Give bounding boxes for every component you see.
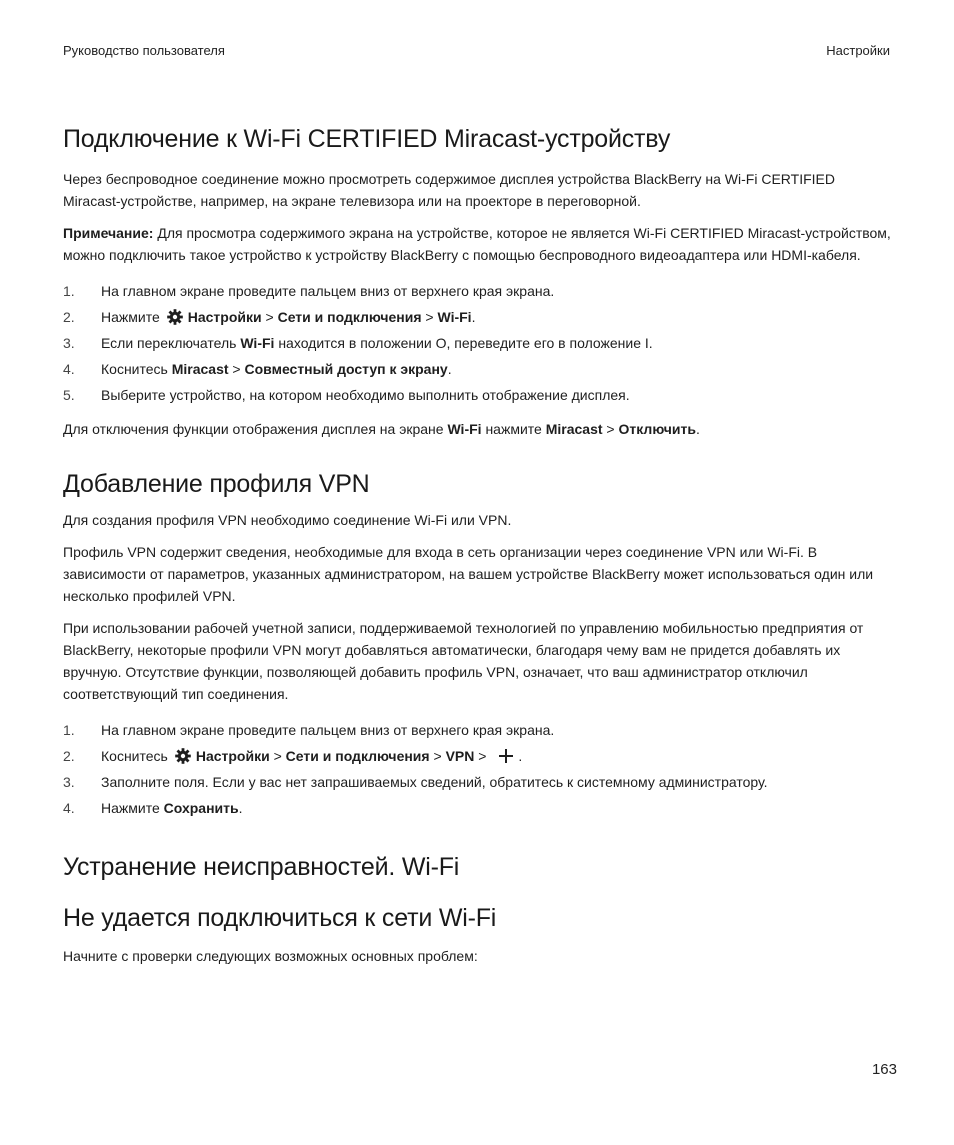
- disconnect-label: Отключить: [618, 421, 696, 437]
- step-number: 1.: [63, 722, 75, 738]
- wifi-label: Wi-Fi: [240, 335, 275, 351]
- step-number: 1.: [63, 283, 75, 299]
- list-item: [63, 797, 891, 819]
- list-item: [63, 280, 891, 302]
- list-item: [63, 719, 891, 741]
- page-content: [63, 125, 891, 977]
- vpn-label: VPN: [445, 748, 475, 764]
- vpn-auto-paragraph: При использовании рабочей учетной записи, поддерживаемой технологией по управлению мобильностью предприятия от BlackBerry, некоторые профили VPN могут добавляться автоматически, благодаря чему вам не придется добавлять их вручную. Отсутствие функции, позволяющей добавить профиль VPN, означает, что ваш администратор отключил соответствующий тип соединения.: [63, 620, 864, 702]
- running-header-right: Настройки: [826, 43, 890, 58]
- off-text-pre: Для отключения функции отображения дисплея на экране: [63, 421, 448, 437]
- step-text-pre: Коснитесь: [101, 748, 168, 764]
- list-item: [63, 384, 891, 406]
- list-item: [63, 332, 891, 354]
- step-number: 2.: [63, 309, 75, 325]
- off-text-end: .: [695, 421, 700, 437]
- list-item: [63, 358, 891, 380]
- cannot-connect-intro-paragraph: Начните с проверки следующих возможных основных проблем:: [63, 948, 478, 964]
- step-text: [101, 797, 243, 819]
- step-text: На главном экране проведите пальцем вниз от верхнего края экрана.: [101, 722, 555, 738]
- step-text-pre: Если переключатель: [101, 335, 241, 351]
- separator: >: [228, 361, 245, 377]
- section-title-wifi-troubleshooting: Устранение неисправностей. Wi-Fi: [63, 853, 460, 881]
- step-end: .: [518, 748, 523, 764]
- list-item: [63, 745, 891, 767]
- step-number: 5.: [63, 387, 75, 403]
- settings-label: Настройки: [195, 748, 270, 764]
- step-text: [101, 332, 653, 354]
- miracast-disconnect-paragraph: [63, 418, 891, 440]
- miracast-label: Miracast: [171, 361, 229, 377]
- step-text: Выберите устройство, на котором необходимо выполнить отображение дисплея.: [101, 387, 630, 403]
- vpn-profile-paragraph: Профиль VPN содержит сведения, необходимые для входа в сеть организации через соединение VPN или Wi-Fi. В зависимости от параметров, указанных администратором, на вашем устройстве BlackBerry может использоваться один или несколько профилей VPN.: [63, 544, 874, 604]
- step-text-pre: Коснитесь: [101, 361, 172, 377]
- network-label: Сети и подключения: [285, 748, 430, 764]
- list-item: [63, 306, 891, 328]
- section-title-cannot-connect: Не удается подключиться к сети Wi-Fi: [63, 904, 497, 932]
- miracast-steps-list: [63, 280, 891, 406]
- step-text-pre: Нажмите: [101, 309, 160, 325]
- separator: >: [269, 748, 286, 764]
- separator: >: [421, 309, 438, 325]
- list-item: [63, 771, 891, 793]
- step-text-post: находится в положении O, переведите его в положение I.: [274, 335, 653, 351]
- off-text-mid: нажмите: [481, 421, 546, 437]
- section-title-miracast: Подключение к Wi-Fi CERTIFIED Miracast-устройству: [63, 125, 671, 153]
- save-label: Сохранить: [163, 800, 239, 816]
- step-number: 2.: [63, 748, 75, 764]
- settings-label: Настройки: [187, 309, 262, 325]
- gear-icon: [174, 747, 192, 765]
- step-text: [101, 306, 475, 328]
- step-end: .: [447, 361, 452, 377]
- network-label: Сети и подключения: [277, 309, 422, 325]
- note-label: Примечание:: [63, 225, 154, 241]
- wifi-label: Wi-Fi: [437, 309, 472, 325]
- step-number: 3.: [63, 774, 75, 790]
- vpn-steps-list: [63, 719, 891, 819]
- step-text: [101, 745, 522, 767]
- screen-share-label: Совместный доступ к экрану: [244, 361, 448, 377]
- section-title-vpn: Добавление профиля VPN: [63, 470, 370, 498]
- page-number: 163: [871, 1061, 897, 1078]
- step-text: Заполните поля. Если у вас нет запрашиваемых сведений, обратитесь к системному администратору.: [101, 774, 768, 790]
- step-number: 3.: [63, 335, 75, 351]
- wifi-label: Wi-Fi: [447, 421, 482, 437]
- step-number: 4.: [63, 800, 75, 816]
- note-text: Для просмотра содержимого экрана на устройстве, которое не является Wi-Fi CERTIFIED Miracast-устройством, можно подключить такое устройство к устройству BlackBerry с помощью беспроводного видеоадаптера или HDMI-кабеля.: [63, 225, 891, 263]
- miracast-intro-paragraph: Через беспроводное соединение можно просмотреть содержимое дисплея устройства BlackBerry на Wi-Fi CERTIFIED Miracast-устройстве, например, на экране телевизора или на проекторе в переговорной.: [63, 171, 835, 209]
- miracast-note-paragraph: [63, 222, 891, 266]
- plus-icon: [498, 748, 514, 764]
- miracast-label: Miracast: [545, 421, 603, 437]
- separator: >: [429, 748, 446, 764]
- separator: >: [474, 748, 491, 764]
- step-text: На главном экране проведите пальцем вниз от верхнего края экрана.: [101, 283, 555, 299]
- vpn-requirement-paragraph: Для создания профиля VPN необходимо соединение Wi-Fi или VPN.: [63, 512, 512, 528]
- running-header-left: Руководство пользователя: [63, 43, 225, 58]
- gear-icon: [166, 308, 184, 326]
- step-text-pre: Нажмите: [101, 800, 164, 816]
- separator: >: [261, 309, 278, 325]
- step-end: .: [238, 800, 243, 816]
- step-end: .: [471, 309, 476, 325]
- separator: >: [602, 421, 619, 437]
- step-text: [101, 358, 452, 380]
- step-number: 4.: [63, 361, 75, 377]
